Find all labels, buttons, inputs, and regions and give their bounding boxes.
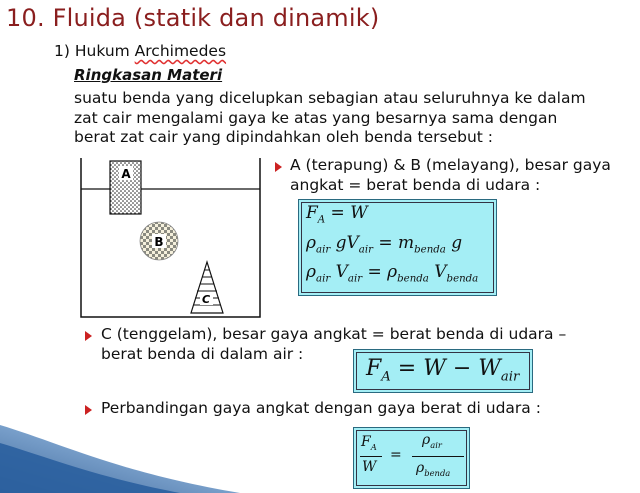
fraction-1-numerator: $F_A$	[361, 434, 377, 452]
formula-2: $F_A = W - W_{air}$	[366, 356, 520, 385]
object-c-label: C	[201, 293, 211, 306]
object-a-label: A	[121, 167, 131, 181]
page-title: 10. Fluida (statik dan dinamik)	[6, 4, 380, 32]
fraction-2-bar	[412, 456, 464, 457]
summary-heading: Ringkasan Materi	[74, 66, 223, 84]
bullet-3-text: Perbandingan gaya angkat dengan gaya berat di udara :	[101, 399, 541, 417]
fraction-1-denominator: W	[362, 459, 377, 475]
formula-box-1	[298, 199, 497, 296]
formula-1-line-1: $F_A = W$	[306, 203, 368, 226]
formula-box-2	[353, 349, 533, 393]
intro-line: zat cair mengalami gaya ke atas yang besarnya sama dengan	[74, 108, 558, 127]
intro-line: suatu benda yang dicelupkan sebagian atau seluruhnya ke dalam	[74, 89, 586, 107]
intro-paragraph	[74, 89, 634, 148]
bullet-2-line: berat benda di dalam air :	[101, 344, 304, 363]
formula-box-3	[353, 427, 470, 489]
subtitle-number: 1) Hukum	[54, 42, 135, 60]
formula-1-line-2: $\rho_{air}$ $gV_{air} = m_{benda}$ g	[306, 233, 463, 256]
archimedes-diagram	[80, 158, 262, 318]
fraction-2-denominator: $\rho_{benda}$	[416, 460, 451, 478]
section-subtitle	[54, 42, 226, 60]
fraction-2-numerator: $\rho_{air}$	[422, 432, 442, 450]
formula-1-line-3: $\rho_{air}$ $V_{air} = \rho_{benda}$ $V_{benda}$	[306, 262, 479, 285]
bullet-arrow-icon	[275, 162, 282, 172]
decorative-corner-band	[0, 403, 300, 493]
bullet-arrow-icon	[85, 331, 92, 341]
bullet-2-line: C (tenggelam), besar gaya angkat = berat benda di udara –	[101, 325, 567, 343]
intro-line: berat zat cair yang dipindahkan oleh benda tersebut :	[74, 128, 494, 146]
subtitle-word: Archimedes	[134, 42, 227, 60]
fraction-equals: =	[390, 447, 402, 463]
object-b-label: B	[154, 235, 164, 249]
bullet-1-line: angkat = berat benda di udara :	[290, 175, 541, 194]
fraction-1-bar	[360, 456, 382, 457]
bullet-1-text	[290, 156, 611, 195]
bullet-1-line: A (terapung) & B (melayang), besar gaya	[290, 156, 611, 174]
